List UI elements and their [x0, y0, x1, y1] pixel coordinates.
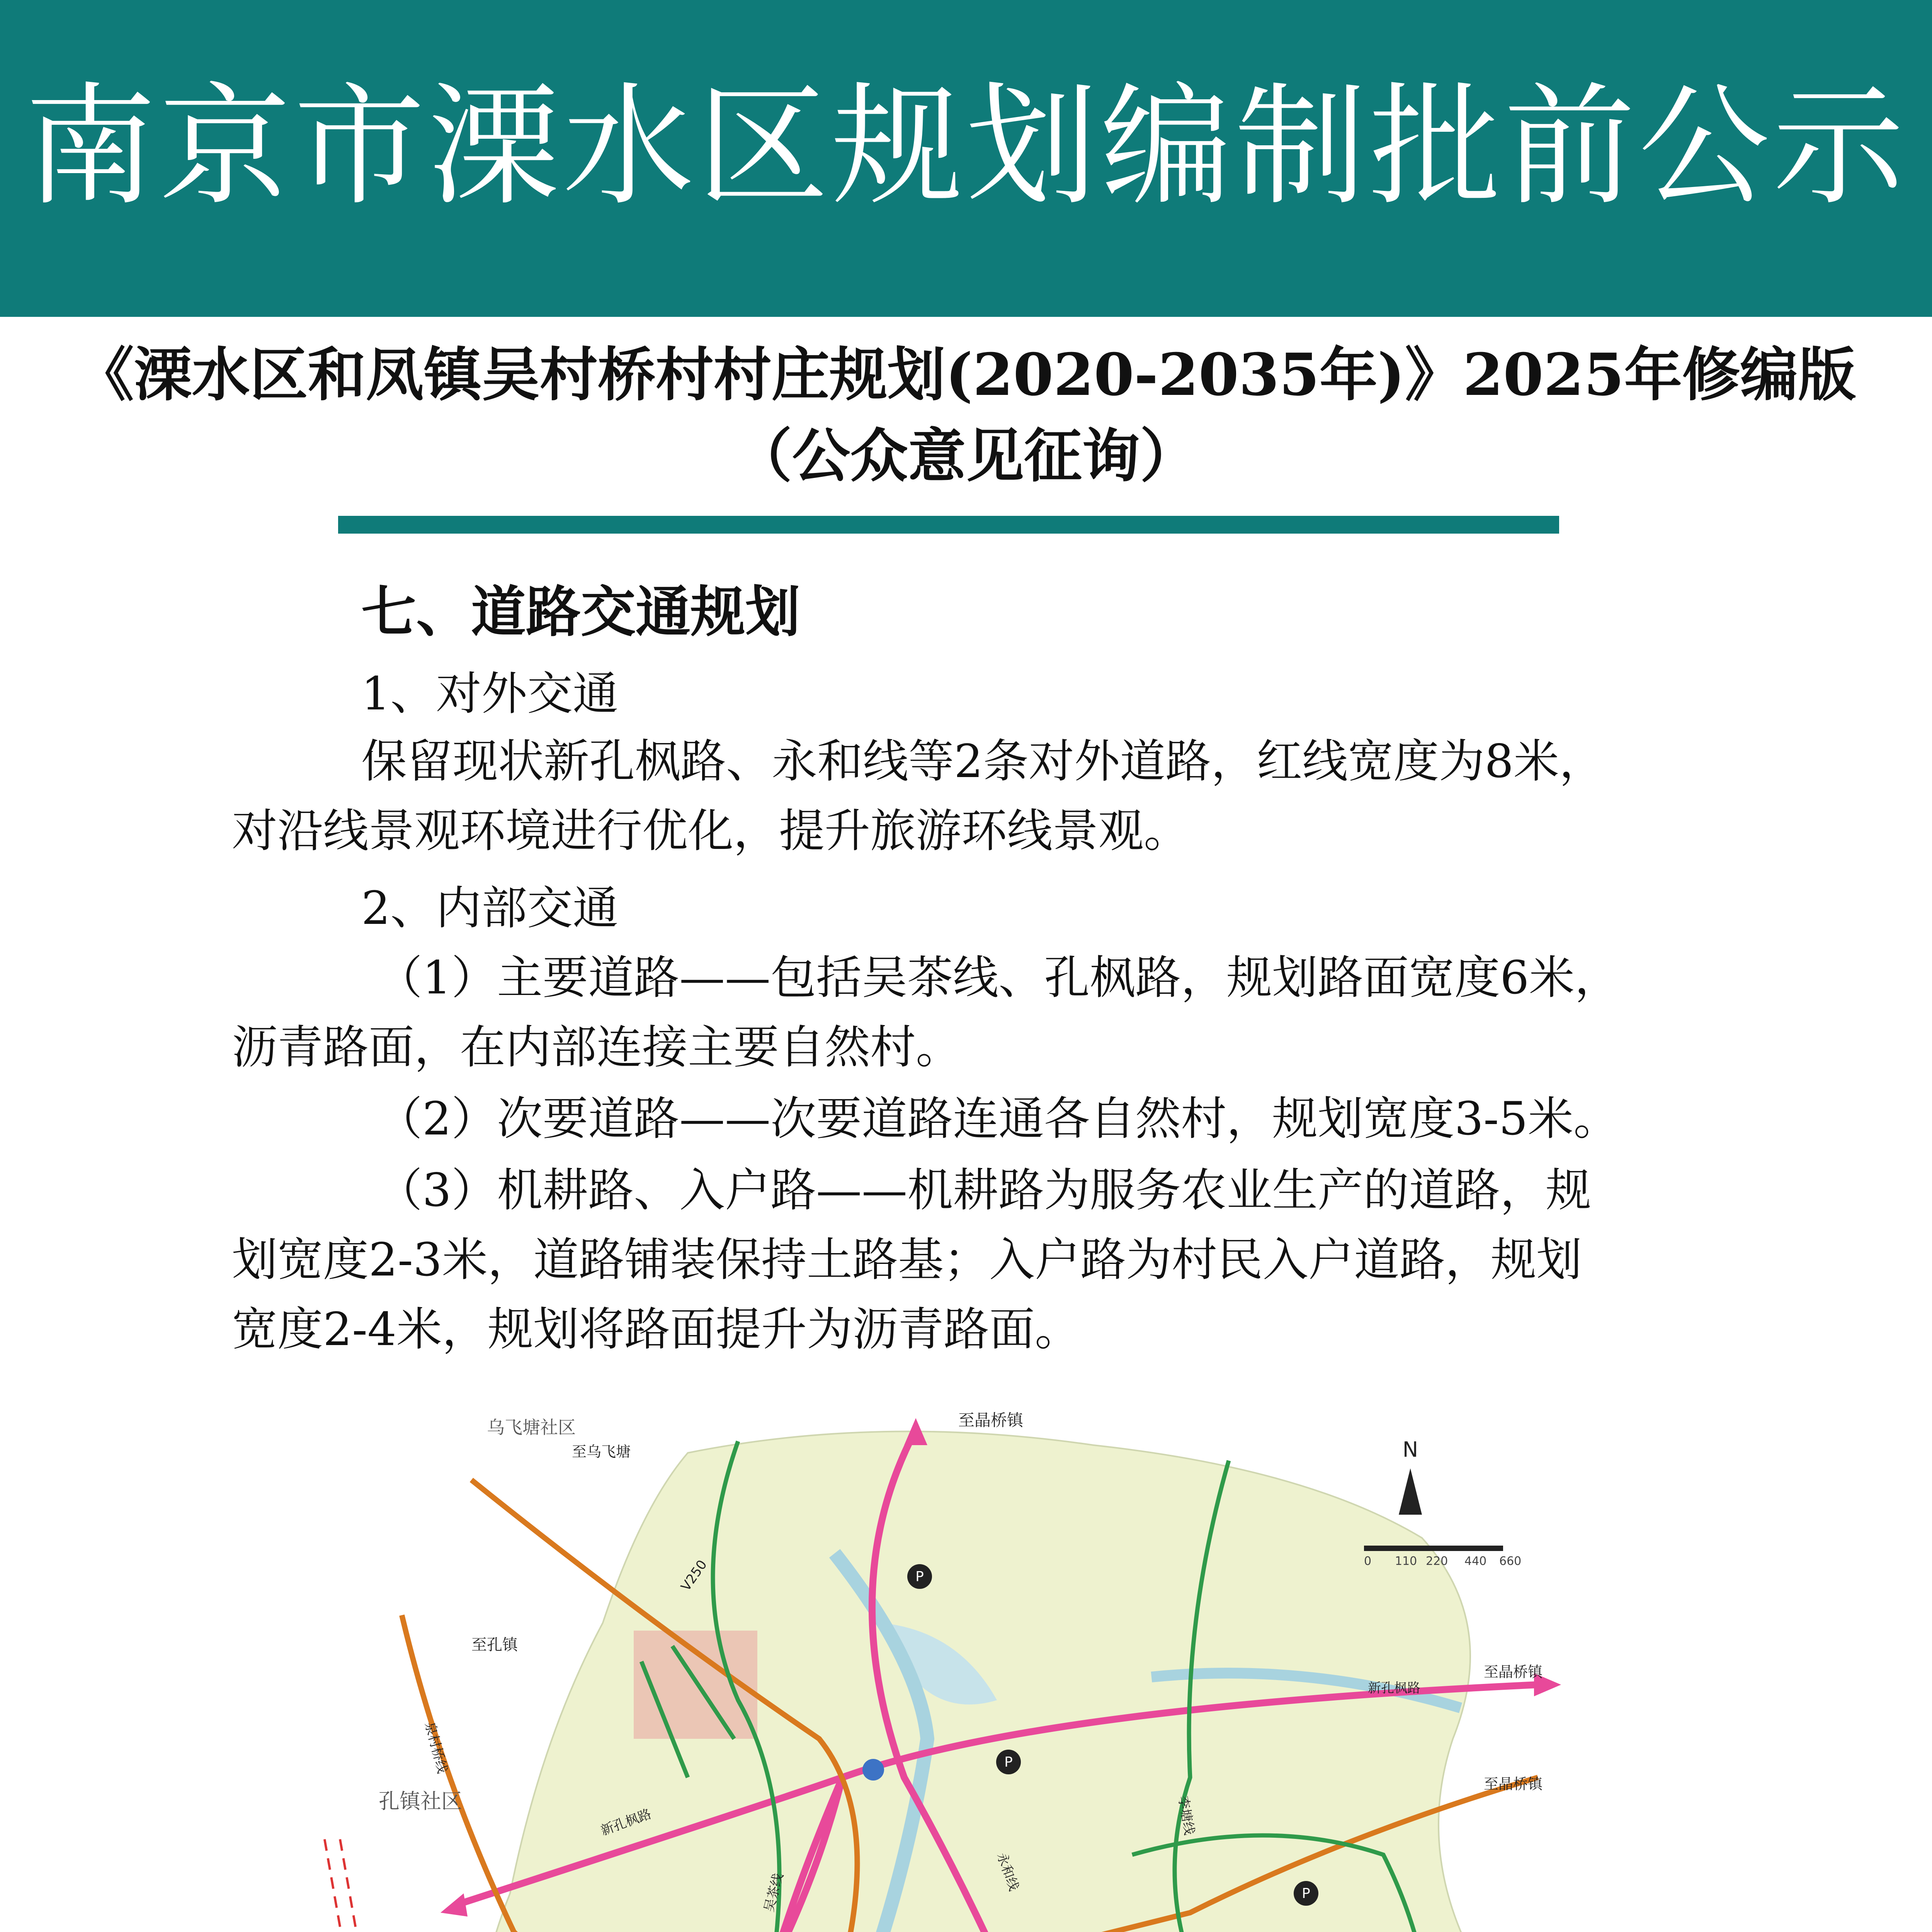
svg-text:P: P [1004, 1754, 1013, 1770]
direction-label: 至孔镇 [471, 1636, 518, 1654]
external-traffic-text-2: 对沿线景观环境进行优化，提升旅游环线景观。 [232, 804, 1190, 857]
svg-text:110: 110 [1395, 1554, 1417, 1568]
road-label: V250 [678, 1557, 710, 1594]
direction-label: 至晶桥镇 [958, 1411, 1024, 1430]
parking-icon [996, 1750, 1021, 1774]
road-label: 新孔枫路 [1368, 1680, 1420, 1696]
document-title: 《溧水区和凤镇吴村桥村村庄规划(2020-2035年)》2025年修编版 [76, 341, 1856, 409]
section-heading: 七、道路交通规划 [361, 580, 800, 644]
svg-text:660: 660 [1499, 1554, 1522, 1568]
map-canvas [301, 1391, 1638, 1932]
road-label: 吴茶线 [761, 1871, 787, 1914]
internal-item1-line2: 沥青路面，在内部连接主要自然村。 [232, 1020, 962, 1074]
internal-item1-line1: （1）主要道路——包括吴茶线、孔枫路，规划路面宽度6米， [377, 951, 1621, 1004]
internal-item2-line1: （2）次要道路——次要道路连通各自然村，规划宽度3-5米。 [377, 1092, 1619, 1145]
svg-text:P: P [915, 1569, 924, 1585]
svg-text:P: P [1302, 1886, 1310, 1901]
svg-text:220: 220 [1426, 1554, 1448, 1568]
direction-label: 至乌飞塘 [572, 1443, 631, 1460]
title-divider [338, 516, 1559, 534]
place-label: 乌飞塘社区 [487, 1417, 576, 1438]
external-traffic-label: 1、对外交通 [361, 667, 619, 720]
svg-text:440: 440 [1464, 1554, 1487, 1568]
parking-icon [907, 1564, 932, 1589]
direction-label: 至晶桥镇 [1484, 1663, 1543, 1680]
internal-item3-line1: （3）机耕路、入户路——机耕路为服务农业生产的道路，规 [377, 1163, 1592, 1217]
page-title: 南京市溧水区规划编制批前公示 [25, 70, 1907, 223]
charging-icon [862, 1759, 884, 1781]
road-label: 李塘线 [1175, 1794, 1197, 1837]
direction-label: 至晶桥镇 [1484, 1776, 1543, 1793]
place-label: 孔镇社区 [379, 1789, 462, 1813]
internal-item3-line3: 宽度2-4米，规划将路面提升为沥青路面。 [232, 1303, 1081, 1356]
internal-item3-line2: 划宽度2-3米，道路铺装保持土路基；入户路为村民入户道路，规划 [232, 1233, 1582, 1286]
road-label: 新孔枫路 [599, 1806, 653, 1839]
document-subtitle: （公众意见征询） [734, 422, 1198, 490]
road-label: 永和线 [993, 1850, 1022, 1893]
road-traffic-plan-map [301, 1391, 1638, 1932]
internal-traffic-label: 2、内部交通 [361, 881, 619, 935]
svg-text:N: N [1402, 1437, 1418, 1462]
road-label: 泉村桥线 [422, 1720, 451, 1775]
parking-icon [1294, 1881, 1318, 1906]
svg-text:0: 0 [1364, 1554, 1372, 1568]
external-traffic-text-1: 保留现状新孔枫路、永和线等2条对外道路，红线宽度为8米， [361, 735, 1605, 788]
